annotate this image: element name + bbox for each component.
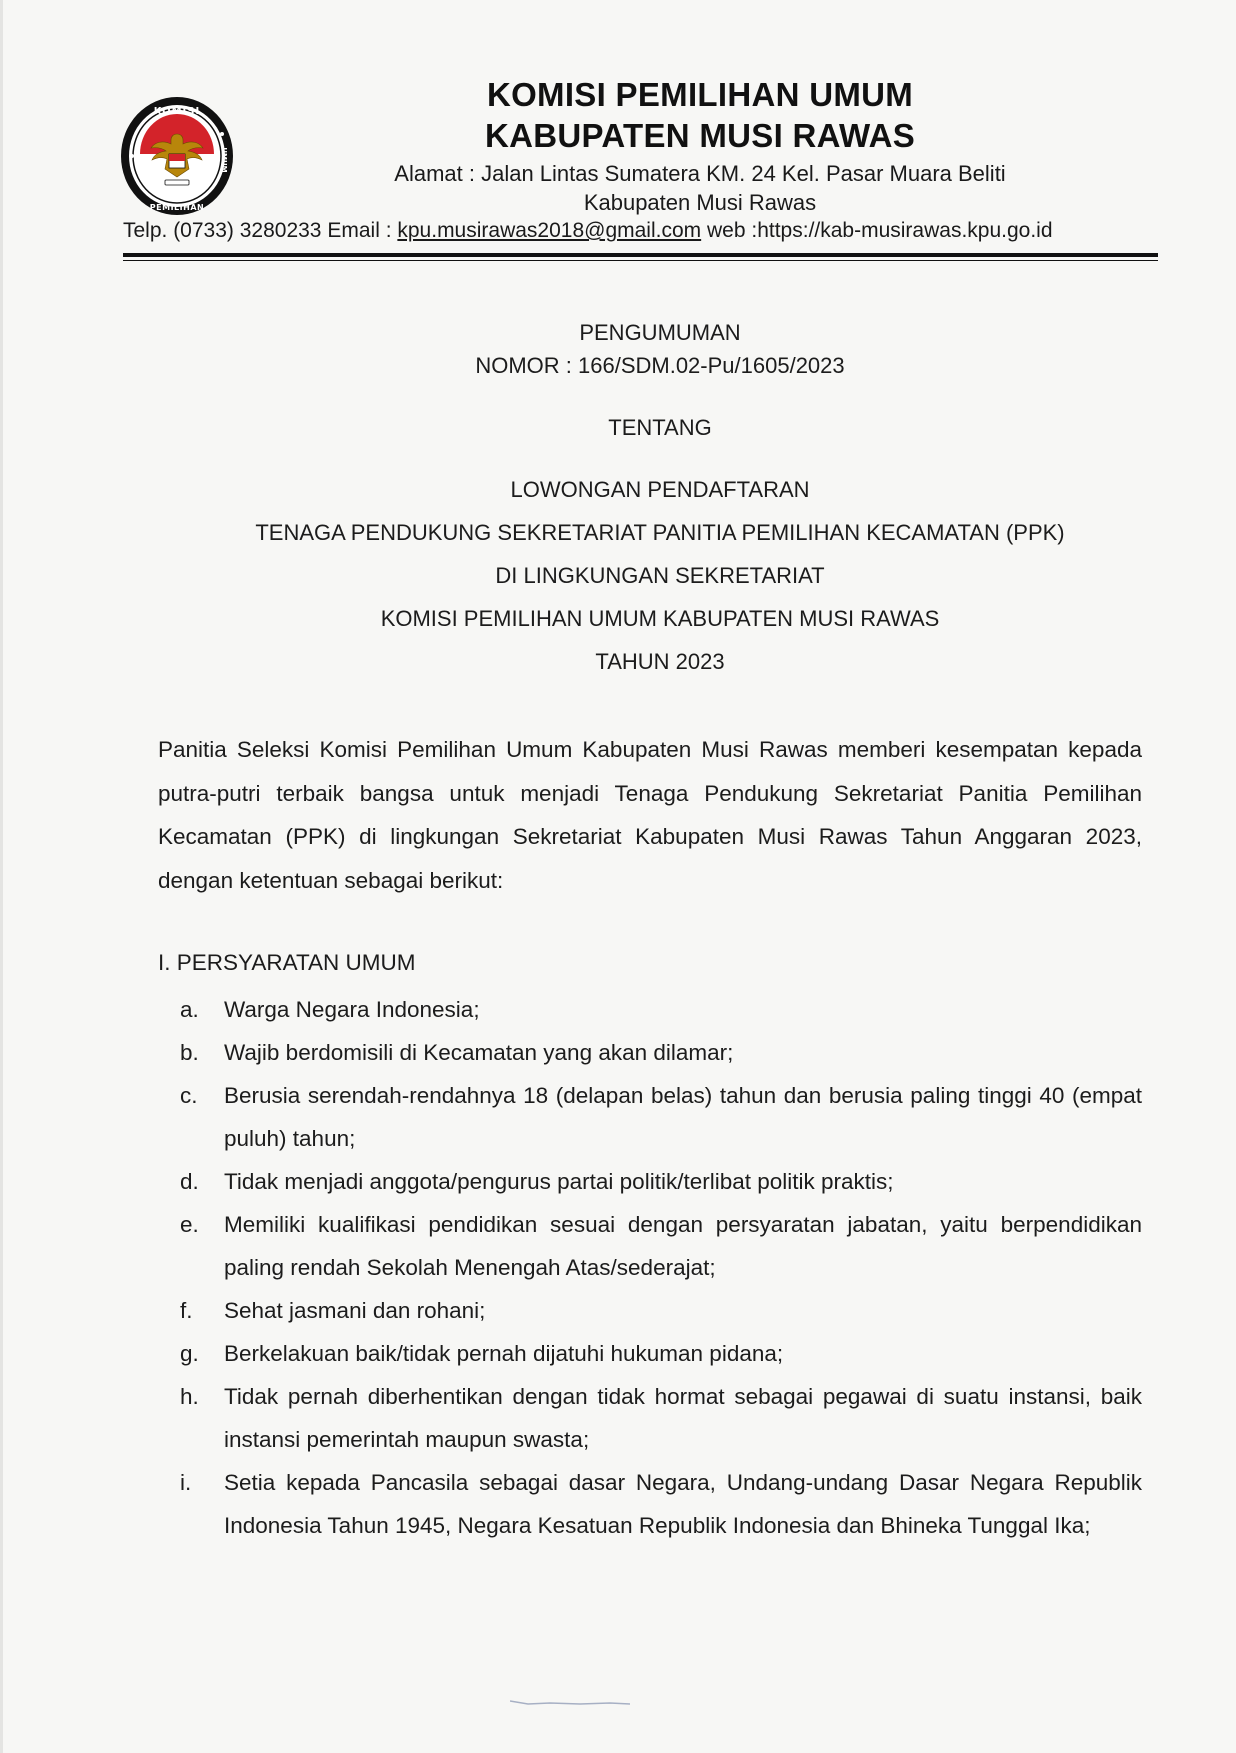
list-letter: a.: [180, 997, 199, 1022]
list-item: [158, 988, 1142, 1031]
list-letter: f.: [180, 1298, 193, 1323]
intro-paragraph: Panitia Seleksi Komisi Pemilihan Umum Kabupaten Musi Rawas memberi kesempatan kepada putra-putri terbaik bangsa untuk menjadi Tenaga Pendukung Sekretariat Panitia Pemilihan Kecamatan (PPK) di lingkungan Sekretariat Kabupaten Musi Rawas Tahun Anggaran 2023, dengan ketentuan sebagai berikut:: [158, 737, 1142, 893]
list-letter: h.: [180, 1384, 199, 1409]
list-text: Tidak menjadi anggota/pengurus partai politik/terlibat politik praktis;: [224, 1169, 894, 1194]
email-label: Email :: [327, 219, 392, 242]
title-line: TAHUN 2023: [595, 649, 725, 674]
list-item: [158, 1289, 1142, 1332]
list-letter: c.: [180, 1083, 198, 1108]
announcement-type: PENGUMUMAN: [579, 320, 741, 345]
announcement-about: TENTANG: [608, 415, 712, 440]
svg-text:UMUM: UMUM: [220, 147, 228, 173]
list-letter: b.: [180, 1040, 199, 1065]
list-text: Warga Negara Indonesia;: [224, 997, 480, 1022]
section-title: I. PERSYARATAN UMUM: [158, 950, 416, 975]
address-line2: Kabupaten Musi Rawas: [583, 190, 817, 215]
svg-text:PEMILIHAN: PEMILIHAN: [149, 203, 205, 212]
org-name-line2: KABUPATEN MUSI RAWAS: [484, 117, 916, 154]
announcement-number: NOMOR : 166/SDM.02-Pu/1605/2023: [475, 353, 845, 378]
title-line: TENAGA PENDUKUNG SEKRETARIAT PANITIA PEMILIHAN KECAMATAN (PPK): [255, 520, 1065, 545]
title-line: DI LINGKUNGAN SEKRETARIAT: [495, 563, 825, 588]
org-name-line1: KOMISI PEMILIHAN UMUM: [486, 76, 914, 113]
web-link[interactable]: https://kab-musirawas.kpu.go.id: [757, 219, 1053, 242]
scan-artifact: [510, 1700, 630, 1706]
phone: Telp. (0733) 3280233: [123, 219, 322, 242]
requirements-list: [158, 988, 1142, 1547]
list-text: Berkelakuan baik/tidak pernah dijatuhi hukuman pidana;: [224, 1341, 784, 1366]
email-link[interactable]: kpu.musirawas2018@gmail.com: [397, 219, 702, 242]
list-letter: d.: [180, 1169, 199, 1194]
web-label: web :: [707, 219, 758, 242]
list-item: [158, 1203, 1142, 1289]
title-line: KOMISI PEMILIHAN UMUM KABUPATEN MUSI RAWAS: [380, 606, 940, 631]
list-letter: e.: [180, 1212, 199, 1237]
list-item: [158, 1160, 1142, 1203]
list-text: Sehat jasmani dan rohani;: [224, 1298, 486, 1323]
list-item: [158, 1332, 1142, 1375]
list-text: Wajib berdomisili di Kecamatan yang akan dilamar;: [224, 1040, 734, 1065]
list-text: Tidak pernah diberhentikan dengan tidak hormat sebagai pegawai di suatu instansi, baik instansi pemerintah maupun swasta;: [224, 1384, 1142, 1452]
svg-text:KOMISI: KOMISI: [153, 106, 201, 117]
scan-edge: [0, 0, 3, 1753]
letterhead-rule-thin: [123, 260, 1158, 261]
list-item: [158, 1375, 1142, 1461]
kpu-logo-icon: [118, 94, 236, 218]
list-text: Berusia serendah-rendahnya 18 (delapan belas) tahun dan berusia paling tinggi 40 (empat puluh) tahun;: [224, 1083, 1142, 1151]
title-line: LOWONGAN PENDAFTARAN: [510, 477, 810, 502]
letterhead-rule-thick: [123, 253, 1158, 257]
list-text: Setia kepada Pancasila sebagai dasar Negara, Undang-undang Dasar Negara Republik Indonesia Tahun 1945, Negara Kesatuan Republik Indonesia dan Bhineka Tunggal Ika;: [224, 1470, 1142, 1538]
list-text: Memiliki kualifikasi pendidikan sesuai dengan persyaratan jabatan, yaitu berpendidikan paling rendah Sekolah Menengah Atas/sederajat;: [224, 1212, 1142, 1280]
contact-line: [123, 219, 1163, 243]
list-letter: i.: [180, 1470, 192, 1495]
list-letter: g.: [180, 1341, 199, 1366]
address-line1: Alamat : Jalan Lintas Sumatera KM. 24 Kel. Pasar Muara Beliti: [394, 161, 1006, 186]
list-item: [158, 1074, 1142, 1160]
list-item: [158, 1461, 1142, 1547]
list-item: [158, 1031, 1142, 1074]
